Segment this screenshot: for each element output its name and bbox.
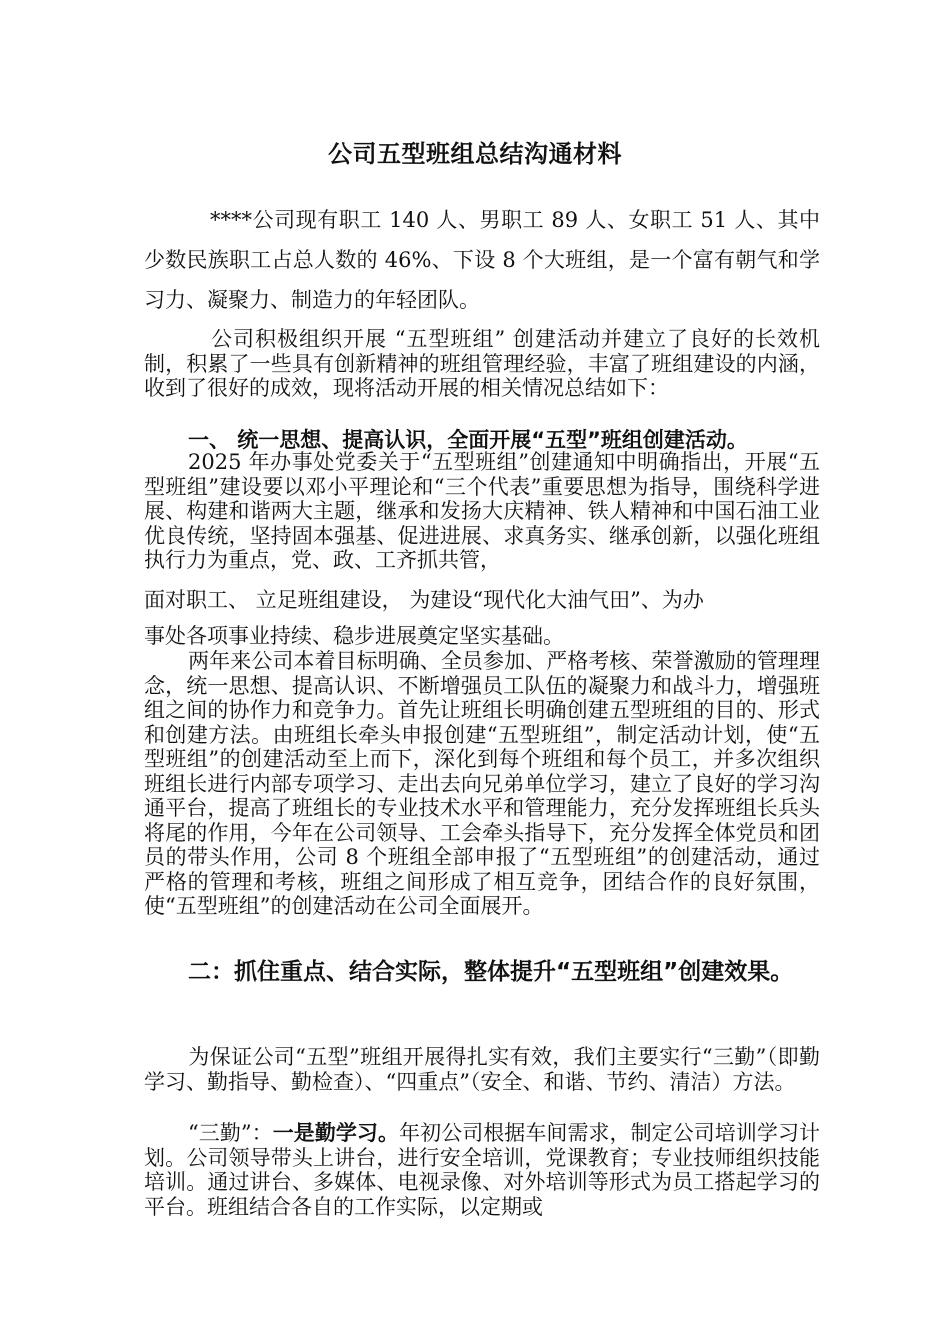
- section-2-heading-text: 二：抓住重点、结合实际，整体提升“五型班组”创建效果。: [188, 959, 794, 985]
- section-2-paragraph-2-text: 年初公司根据车间需求，制定公司培训学习计划。公司领导带头上讲台，进行安全培训，党课教育；专业技师组织技能培训。通过讲台、多媒体、电视录像、对外培训等形式为员工搭起学习的平台。班组结合各自的工作实际，以定期或: [144, 1121, 821, 1219]
- section-2-paragraph-1-text: 为保证公司“五型”班组开展得扎实有效，我们主要实行“三勤”（即勤学习、勤指导、勤检查）、“四重点”（安全、和谐、节约、清洁）方法。: [144, 1045, 820, 1094]
- section-1-paragraph-2: [144, 649, 820, 919]
- section-1-paragraph-1: [144, 450, 820, 573]
- section-1-paragraph-1-continued-text: 面对职工、 立足班组建设， 为建设“现代化大油气田”、为办: [144, 588, 704, 612]
- intro-paragraph-2: [144, 327, 820, 401]
- section-2-paragraph-2-bold: 一是勤学习。: [272, 1121, 400, 1145]
- section-2-paragraph-1: [144, 1045, 820, 1094]
- section-1-paragraph-1-end-text: 事处各项事业持续、稳步进展奠定坚实基础。: [144, 624, 564, 648]
- section-1-paragraph-2-text: 两年来公司本着目标明确、全员参加、严格考核、荣誉激励的管理理念，统一思想、提高认识、不断增强员工队伍的凝聚力和战斗力，增强班组之间的协作力和竞争力。首先让班组长明确创建五型班组的目的、形式和创建方法。由班组长牵头申报创建“五型班组”，制定活动计划，使“五型班组”的创建活动至上而下，深化到每个班组和每个员工，并多次组织班组长进行内部专项学习、走出去向兄弟单位学习，建立了良好的学习沟通平台，提高了班组长的专业技术水平和管理能力，充分发挥班组长兵头将尾的作用，今年在公司领导、工会牵头指导下，充分发挥全体党员和团员的带头作用，公司 8 个班组全部申报了“五型班组”的创建活动，通过严格的管理和考核，班组之间形成了相互竞争，团结合作的良好氛围，使“五型班组”的创建活动在公司全面展开。: [144, 649, 820, 918]
- section-1-heading-text: 一、 统一思想、提高认识，全面开展“五型”班组创建活动。: [188, 428, 748, 452]
- intro-paragraph-2-text: 公司积极组织开展 “五型班组” 创建活动并建立了良好的长效机制，积累了一些具有创新精神的班组管理经验，丰富了班组建设的内涵，收到了很好的成效，现将活动开展的相关情况总结如下：: [144, 327, 820, 400]
- section-1-paragraph-1-continued: [144, 586, 820, 614]
- intro-paragraph-1-text: ****公司现有职工 140 人、男职工 89 人、女职工 51 人、其中少数民族职工占总人数的 46%、下设 8 个大班组，是一个富有朝气和学习力、凝聚力、制造力的年轻团队。: [144, 208, 820, 312]
- document-title: 公司五型班组总结沟通材料: [328, 140, 622, 168]
- section-2-paragraph-2-lead: “三勤”：: [188, 1121, 273, 1145]
- section-2-heading: [144, 944, 820, 1000]
- section-1-paragraph-1-text: 2025 年办事处党委关于“五型班组”创建通知中明确指出，开展“五型班组”建设要以邓小平理论和“三个代表”重要思想为指导，围绕科学进展、构建和谐两大主题，继承和发扬大庆精神、铁人精神和中国石油工业优良传统，坚持固本强基、促进进展、求真务实、继承创新，以强化班组执行力为重点，党、政、工齐抓共管，: [144, 450, 820, 572]
- section-2-paragraph-2: [144, 1121, 820, 1219]
- intro-paragraph-1: [144, 200, 820, 320]
- section-1-paragraph-1-end: [144, 624, 820, 649]
